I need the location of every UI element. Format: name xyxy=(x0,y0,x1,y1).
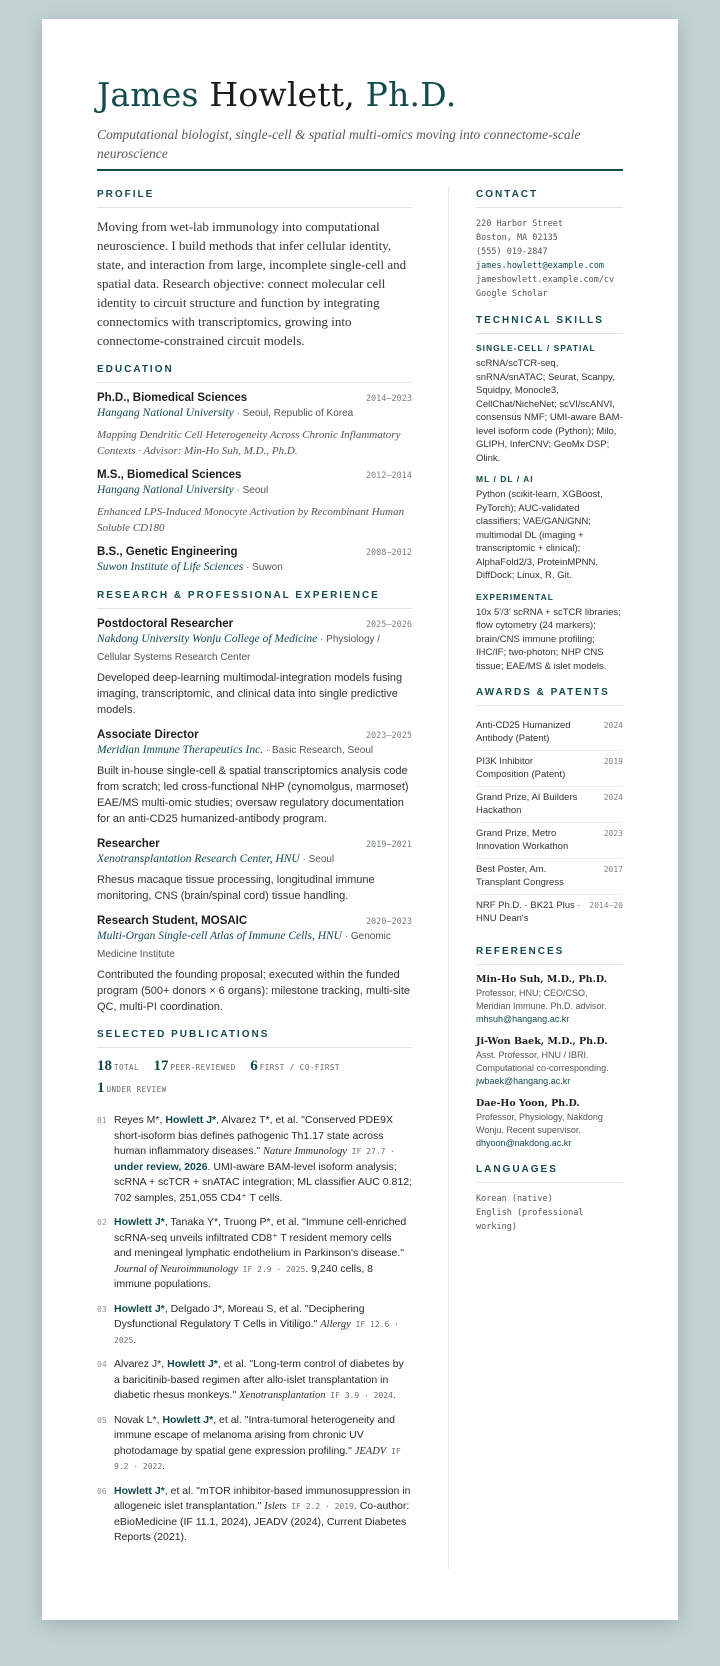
citation-title: , Alvarez T*, et al. "Conserved PDE9X short-isoform bias defines pathogenic Th1.17 state across human inflammatory diseases." xyxy=(114,1114,393,1157)
location: · Suwon xyxy=(243,562,283,573)
publication-list xyxy=(97,1113,412,1546)
reference-role: Professor, Physiology, Nakdong Wonju. Recent supervisor. xyxy=(476,1112,603,1135)
website-link[interactable]: jameshowlett.example.com/cv xyxy=(476,275,615,285)
publications-section xyxy=(97,1029,412,1546)
citation-note: . xyxy=(133,1333,137,1346)
publication-item xyxy=(97,1215,412,1293)
organization: Xenotransplantation Research Center, HNU xyxy=(97,853,300,865)
citation-status: under review, 2026 xyxy=(114,1160,208,1173)
citation-title: , Tanaka Y*, Truong P*, et al. "Immune cell-enriched scRNA-seq unveils infiltrated CD8⁺ T resident memory cells and meningeal lymphatic endothelium in Parkinson's disease." xyxy=(114,1216,407,1259)
section-heading: REFERENCES xyxy=(476,946,623,965)
reference-role: Professor, HNU; CEO/CSO, Meridian Immune. Ph.D. advisor. xyxy=(476,988,607,1011)
candidate-name: James Howlett, Ph.D. xyxy=(97,75,457,114)
publication-citation xyxy=(114,1357,412,1404)
award-item: Anti-CD25 Humanized Antibody (Patent) 2024 xyxy=(476,715,623,751)
citation-me: Howlett J* xyxy=(167,1358,218,1370)
job-title: Associate Director xyxy=(97,729,199,741)
unit: · Physiology / Cellular Systems Research Center xyxy=(97,634,381,663)
years: 2012–2014 xyxy=(365,471,412,481)
experience-item xyxy=(97,915,412,1015)
unit: · Basic Research, Seoul xyxy=(263,745,374,756)
skills-section xyxy=(476,315,623,673)
institution: Hangang National University xyxy=(97,484,234,496)
skill-group-label: ML / DL / AI xyxy=(476,474,534,484)
tagline: Computational biologist, single-cell & spatial multi-omics moving into connectome-scale neuroscience xyxy=(97,127,581,161)
institution: Hangang National University xyxy=(97,407,234,419)
reference-role: Asst. Professor, HNU / IBRI. Computational co-corresponding. xyxy=(476,1050,609,1073)
citation-meta: IF 9.2 · 2022 xyxy=(114,1446,401,1471)
citation-title: , Delgado J*, Moreau S, et al. "Deciphering Dysfunctional Regulatory T Cells in Vitiligo." xyxy=(114,1302,365,1330)
citation-journal: Xenotransplantation xyxy=(239,1390,326,1401)
publication-item xyxy=(97,1113,412,1206)
publication-item xyxy=(97,1484,412,1546)
publication-item xyxy=(97,1302,412,1349)
experience-item xyxy=(97,838,412,904)
award-item: Grand Prize, Metro Innovation Workathon 2023 xyxy=(476,823,623,859)
reference-item xyxy=(476,974,623,1026)
reference-email[interactable]: dhyoon@nakdong.ac.kr xyxy=(476,1138,572,1148)
location: · Seoul, Republic of Korea xyxy=(233,408,354,419)
education-item xyxy=(97,392,412,459)
years: 2023–2025 xyxy=(365,731,412,741)
citation-pre: Reyes M*, xyxy=(114,1114,166,1126)
experience-section xyxy=(97,590,412,1015)
degree: Ph.D., Biomedical Sciences xyxy=(97,392,248,404)
education-item xyxy=(97,546,412,576)
reference-item xyxy=(476,1098,623,1150)
organization: Meridian Immune Therapeutics Inc. xyxy=(97,744,264,756)
citation-note: . xyxy=(392,1389,396,1401)
job-description: Contributed the founding proposal; executed within the funded program (500+ donors × 6 organs): milestone tracking, multi-site QC, multi-PI coordination. xyxy=(97,969,411,1013)
citation-meta: IF 3.9 · 2024 xyxy=(325,1391,393,1400)
thesis: Mapping Dendritic Cell Heterogeneity Across Chronic Inflammatory Contexts · Advisor: Min-Ho Suh, M.D., Ph.D. xyxy=(97,429,401,457)
citation-journal: Journal of Neuroimmunology xyxy=(114,1263,238,1275)
citation-pre: Novak L*, xyxy=(114,1413,163,1426)
job-title: Researcher xyxy=(97,838,160,850)
skill-group-label: EXPERIMENTAL xyxy=(476,591,554,602)
reference-name: Min-Ho Suh, M.D., Ph.D. xyxy=(476,974,608,985)
education-section xyxy=(97,364,412,576)
awards-section xyxy=(476,687,623,930)
resume-header xyxy=(97,75,623,163)
references-section xyxy=(476,946,623,1150)
unit: · Genomic Medicine Institute xyxy=(97,931,391,960)
award-item: Best Poster, Am. Transplant Congress 2017 xyxy=(476,859,623,895)
citation-note: . Co-author: eBioMedicine (IF 11.1, 2024), JEADV (2024), Current Diabetes Reports (2021). xyxy=(114,1500,410,1543)
location: · Seoul xyxy=(233,485,269,496)
address-city: Boston, MA 02135 xyxy=(476,233,558,243)
unit: · Seoul xyxy=(299,854,335,865)
citation-meta: IF 27.7 · xyxy=(346,1147,396,1156)
years: 2020–2023 xyxy=(365,917,412,927)
publication-item xyxy=(97,1357,412,1404)
organization: Multi-Organ Single-cell Atlas of Immune Cells, HNU xyxy=(97,930,342,942)
sidebar-column xyxy=(476,189,623,1234)
section-heading: SELECTED PUBLICATIONS xyxy=(97,1029,412,1048)
section-heading: TECHNICAL SKILLS xyxy=(476,315,623,334)
language-item: Korean (native) xyxy=(476,1194,553,1204)
section-heading: LANGUAGES xyxy=(476,1164,623,1183)
experience-item xyxy=(97,729,412,827)
years: 2025–2026 xyxy=(365,620,412,630)
stat: 18 TOTAL xyxy=(97,1058,140,1074)
years: 2014–2023 xyxy=(365,394,412,404)
scholar-link[interactable]: Google Scholar xyxy=(476,289,548,299)
citation-pre: Alvarez J*, xyxy=(114,1358,168,1370)
reference-email[interactable]: mhsuh@hangang.ac.kr xyxy=(476,1014,570,1024)
job-description: Rhesus macaque tissue processing, longitudinal immune monitoring, CNS (brain/spinal cord) tissue handling. xyxy=(97,874,375,902)
column-divider xyxy=(448,187,449,1569)
section-heading: EDUCATION xyxy=(97,364,412,383)
publication-item xyxy=(97,1413,412,1475)
citation-me: Howlett J* xyxy=(114,1484,165,1497)
publication-citation xyxy=(114,1484,412,1546)
publication-number: 03 xyxy=(97,1304,107,1314)
years: 2008–2012 xyxy=(365,548,412,558)
citation-me: Howlett J* xyxy=(165,1114,217,1126)
citation-meta: IF 2.9 · 2025 xyxy=(237,1264,306,1274)
citation-note: . UMI-aware BAM-level isoform analysis; scRNA + scTCR + snATAC integration; ML classifier AUC 0.812; 702 samples, 251,055 CD4⁺ T cells. xyxy=(114,1160,412,1204)
phone: (555) 019-2847 xyxy=(476,247,548,257)
citation-journal: Allergy xyxy=(320,1319,351,1330)
organization: Nakdong University Wonju College of Medicine xyxy=(97,633,318,645)
section-heading: AWARDS & PATENTS xyxy=(476,687,623,706)
job-description: Developed deep-learning multimodal-integration models fusing imaging, transcriptomic, and clinical data into single predictive models. xyxy=(97,672,403,716)
skill-group-text: Python (scikit-learn, XGBoost, PyTorch); AUC-validated classifiers; VAE/GAN/GNN; multimodal DL (imaging + transcriptomic + clinical); AlphaFold2/3, ProteinMPNN, DiffDock; Linux, R, Git. xyxy=(476,489,603,581)
citation-note: . 9,240 cells, 8 immune populations. xyxy=(114,1262,374,1290)
citation-note: . xyxy=(162,1460,166,1472)
languages-section xyxy=(476,1164,623,1234)
citation-title: , et al. "Intra-tumoral heterogeneity and immune escape of melanoma arising from chronic UV photodamage by spatial gene expression profiling." xyxy=(114,1413,395,1457)
award-item: NRF Ph.D. · BK21 Plus · HNU Dean's 2014–20 xyxy=(476,900,623,924)
citation-title: , et al. "mTOR inhibitor-based immunosuppression in allogeneic islet transplantation." xyxy=(114,1484,411,1512)
publication-citation xyxy=(114,1215,412,1293)
citation-title: , et al. "Long-term control of diabetes by a baricitinib-based regimen after allo-islet transplantation in diabetic rhesus monkeys." xyxy=(114,1358,404,1401)
reference-item xyxy=(476,1036,623,1088)
header-rule xyxy=(97,169,623,171)
publication-stats xyxy=(97,1057,412,1101)
education-item xyxy=(97,469,412,536)
profile-section xyxy=(97,189,412,350)
experience-item xyxy=(97,618,412,718)
stat: 17 PEER-REVIEWED xyxy=(153,1058,236,1074)
publication-number: 02 xyxy=(97,1218,107,1227)
section-heading: PROFILE xyxy=(97,189,412,208)
publication-citation xyxy=(114,1302,412,1349)
citation-me: Howlett J* xyxy=(162,1413,214,1426)
degree: M.S., Biomedical Sciences xyxy=(97,469,242,481)
publication-citation xyxy=(114,1113,412,1206)
citation-me: Howlett J* xyxy=(114,1216,165,1228)
thesis: Enhanced LPS-Induced Monocyte Activation by Recombinant Human Soluble CD180 xyxy=(97,506,405,534)
profile-text: Moving from wet-lab immunology into computational neuroscience. I build methods that infer cellular identity, state, and interaction from large, incomplete single-cell and spatial data. Research objective: connect molecular cell identity to circuit structure and function by integrating connectomics with transcriptomics, growing into connectome-constrained circuit models. xyxy=(97,219,407,348)
degree: B.S., Genetic Engineering xyxy=(97,546,238,558)
skill-group-label: SINGLE-CELL / SPATIAL xyxy=(476,343,596,353)
publication-number: 05 xyxy=(97,1415,107,1425)
email-link[interactable]: james.howlett@example.com xyxy=(476,261,604,271)
citation-journal: Nature Immunology xyxy=(263,1146,347,1157)
publication-number: 06 xyxy=(97,1486,107,1496)
skill-group-text: scRNA/scTCR-seq, snRNA/snATAC; Seurat, Scanpy, Squidpy, Monocle3, CellChat/NicheNet; scVI/scANVI, consensus NMF; UMI-aware BAM-level isoform code (Python); Milo, GLIPH, InferCNV; GeoMx DSP; Olink. xyxy=(476,358,623,464)
job-description: Built in-house single-cell & spatial transcriptomics analysis code from scratch; led cross-functional NHP (cynomolgus, marmoset) EAE/MS multi-omic studies; oversaw regulatory documentation for an anti-CD25 humanized-antibody program. xyxy=(97,765,409,825)
citation-meta: IF 12.6 · 2025 xyxy=(114,1320,399,1345)
citation-meta: IF 2.2 · 2019 xyxy=(286,1502,354,1511)
publication-number: 04 xyxy=(97,1360,107,1369)
citation-me: Howlett J* xyxy=(114,1302,165,1315)
job-title: Research Student, MOSAIC xyxy=(97,915,248,927)
section-heading: RESEARCH & PROFESSIONAL EXPERIENCE xyxy=(97,590,412,609)
language-item: English (professional working) xyxy=(476,1208,584,1232)
citation-journal: Islets xyxy=(264,1501,287,1512)
years: 2019–2021 xyxy=(365,840,412,850)
reference-email[interactable]: jwbaek@hangang.ac.kr xyxy=(476,1076,571,1086)
reference-name: Ji-Won Baek, M.D., Ph.D. xyxy=(476,1036,608,1047)
main-column xyxy=(97,189,412,1555)
section-heading: CONTACT xyxy=(476,189,623,208)
reference-name: Dae-Ho Yoon, Ph.D. xyxy=(476,1098,580,1109)
citation-journal: JEADV xyxy=(354,1445,387,1457)
skill-group-text: 10x 5′/3′ scRNA + scTCR libraries; flow cytometry (24 markers); brain/CNS immune profiling; IHC/IF; two-photon; NHP CNS tissue; EAE/MS & islet models. xyxy=(476,606,621,672)
institution: Suwon Institute of Life Sciences xyxy=(97,561,244,573)
award-item: PI3K Inhibitor Composition (Patent) 2019 xyxy=(476,751,623,787)
address-street: 220 Harbor Street xyxy=(476,219,563,229)
job-title: Postdoctoral Researcher xyxy=(97,618,234,630)
stat: 1 UNDER REVIEW xyxy=(97,1080,167,1096)
publication-citation xyxy=(114,1413,412,1475)
contact-section xyxy=(476,189,623,301)
resume-page xyxy=(42,19,678,1620)
publication-number: 01 xyxy=(97,1116,107,1125)
award-item: Grand Prize, AI Builders Hackathon 2024 xyxy=(476,787,623,823)
stat: 6 FIRST / CO-FIRST xyxy=(250,1058,340,1074)
